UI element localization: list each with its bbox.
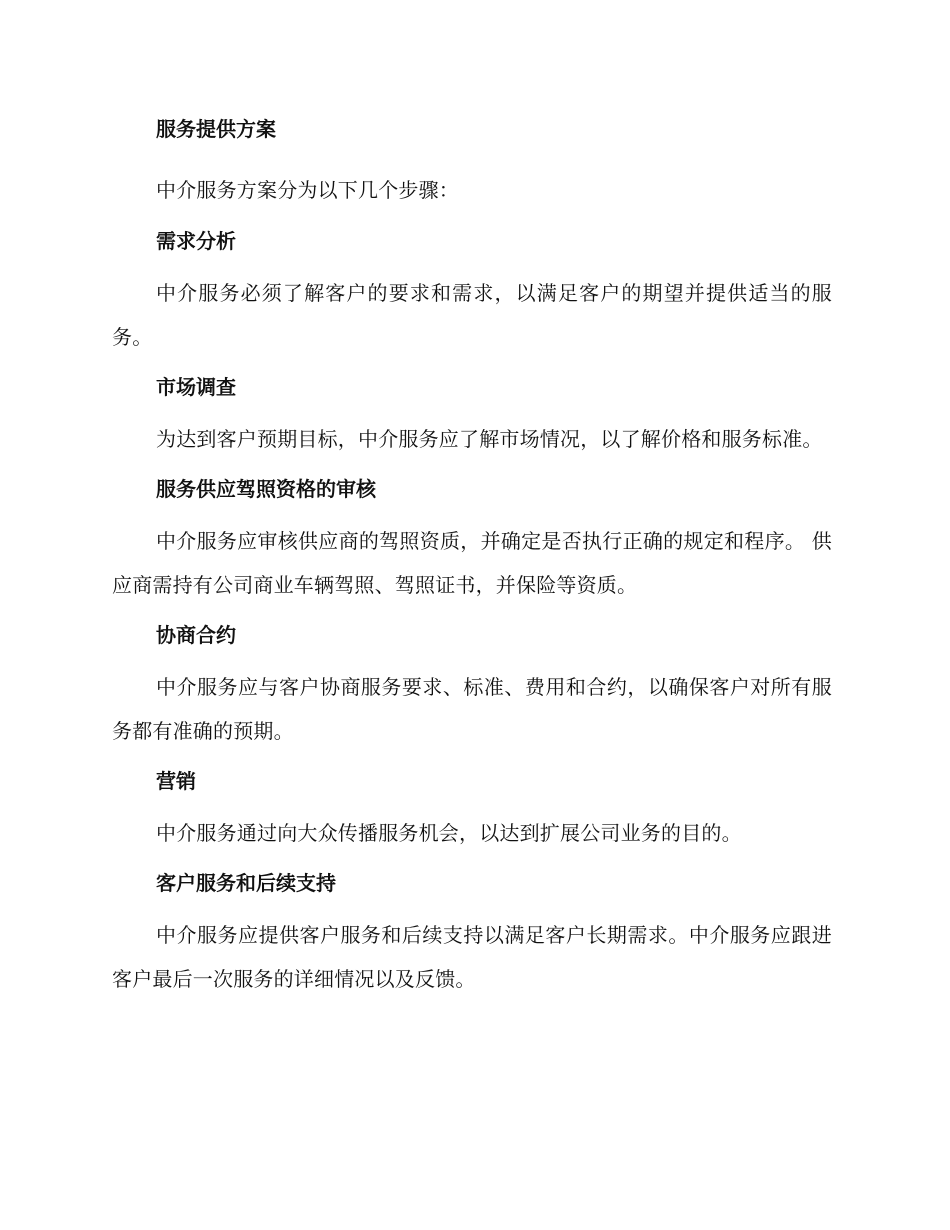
section-body-block	[112, 417, 832, 461]
section-paragraph: 中介服务应审核供应商的驾照资质，并确定是否执行正确的规定和程序。 供应商需持有公司商业车辆驾照、驾照证书，并保险等资质。	[112, 529, 832, 597]
intro-block	[112, 168, 832, 212]
section-heading-block	[112, 370, 832, 404]
document-content	[112, 112, 832, 1001]
section-heading-block	[112, 224, 832, 258]
section-heading-block	[112, 866, 832, 900]
section-body-block	[112, 665, 832, 753]
section-body-block	[112, 271, 832, 359]
section-heading: 协商合约	[156, 623, 236, 647]
section-heading: 市场调查	[156, 375, 236, 399]
section-paragraph: 中介服务通过向大众传播服务机会，以达到扩展公司业务的目的。	[156, 821, 742, 845]
section-heading-block	[112, 472, 832, 506]
section-paragraph: 中介服务应与客户协商服务要求、标准、费用和合约，以确保客户对所有服务都有准确的预期。	[112, 675, 832, 743]
section-heading: 营销	[156, 769, 196, 793]
section-paragraph: 中介服务必须了解客户的要求和需求，以满足客户的期望并提供适当的服务。	[112, 281, 832, 349]
intro-paragraph: 中介服务方案分为以下几个步骤：	[156, 178, 459, 202]
section-body-block	[112, 519, 832, 607]
section-body-block	[112, 913, 832, 1001]
section-body-block	[112, 811, 832, 855]
section-heading: 客户服务和后续支持	[156, 871, 336, 895]
section-paragraph: 中介服务应提供客户服务和后续支持以满足客户长期需求。中介服务应跟进客户最后一次服务的详细情况以及反馈。	[112, 923, 832, 991]
section-heading-block	[112, 618, 832, 652]
section-paragraph: 为达到客户预期目标，中介服务应了解市场情况，以了解价格和服务标准。	[156, 427, 823, 451]
section-heading: 需求分析	[156, 229, 236, 253]
title-block	[112, 112, 832, 146]
section-heading: 服务供应驾照资格的审核	[156, 477, 376, 501]
section-heading-block	[112, 764, 832, 798]
document-title: 服务提供方案	[156, 117, 276, 141]
